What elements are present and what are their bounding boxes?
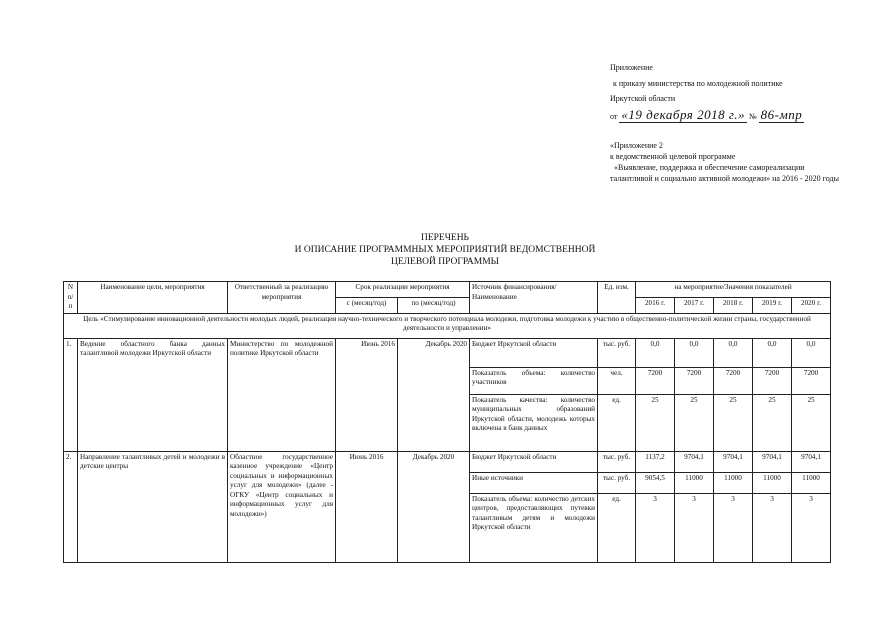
row-value: 7200 <box>636 367 675 394</box>
order-number-handwritten: 86-мпр <box>760 107 803 122</box>
row-value: 3 <box>675 493 714 562</box>
row-from: Июнь 2016 <box>336 338 398 451</box>
appendix2-line: «Приложение 2 <box>610 141 663 150</box>
row-num: 2. <box>64 451 78 562</box>
row-value: 9704,1 <box>714 451 753 472</box>
row-responsible: Областное государственное казенное учреждение «Центр социальных и информационных услуг для молодежи» (далее - ОГКУ «Центр социальных и информационных услуг для молодежи») <box>228 451 336 562</box>
row-value: 7200 <box>792 367 831 394</box>
row-source: Показатель объема: количество участников <box>470 367 598 394</box>
header-name: Наименование цели, мероприятия <box>78 282 228 314</box>
header-unit: Ед. изм. <box>598 282 636 314</box>
appendix-block <box>610 62 850 122</box>
row-value: 3 <box>714 493 753 562</box>
row-unit: тыс. руб. <box>598 338 636 367</box>
header-source: Источник финансирования/Наименование <box>470 282 598 314</box>
table-row <box>64 338 831 367</box>
row-value: 7200 <box>714 367 753 394</box>
row-to: Декабрь 2020 <box>398 338 470 451</box>
header-num: N п/п <box>64 282 78 314</box>
program-table <box>63 281 831 563</box>
table-row <box>64 451 831 472</box>
row-value: 0,0 <box>753 338 792 367</box>
row-value: 9704,1 <box>675 451 714 472</box>
row-value: 25 <box>753 394 792 451</box>
row-unit: тыс. руб. <box>598 472 636 493</box>
header-values: на мероприятие/Значения показателей <box>636 282 831 298</box>
row-source: Иные источники <box>470 472 598 493</box>
appendix2-block <box>610 140 850 184</box>
appendix-line: Приложение <box>610 63 653 72</box>
row-value: 11000 <box>792 472 831 493</box>
row-value: 0,0 <box>792 338 831 367</box>
row-value: 7200 <box>675 367 714 394</box>
appendix2-line: «Выявление, поддержка и обеспечение самореализации <box>614 163 805 172</box>
document-title <box>250 232 640 268</box>
header-year: 2019 г. <box>753 297 792 313</box>
row-from: Июнь 2016 <box>336 451 398 562</box>
row-name: Направление талантливых детей и молодежи в детские центры <box>78 451 228 562</box>
appendix2-line: к ведомственной целевой программе <box>610 152 736 161</box>
goal-cell: Цель «Стимулирование инновационной деятельности молодых людей, реализация научно-технического и творческого потенциала молодежи, подготовка молодежи к участию в общественно-политической жизни страны, государственной деятельности и управлении» <box>64 313 831 338</box>
row-source: Показатель объема: количество детских центров, предоставляющих путевки талантливым детям и молодежи Иркутской области <box>470 493 598 562</box>
row-unit: чел. <box>598 367 636 394</box>
order-date-handwritten: «19 декабря 2018 г.» <box>621 107 745 122</box>
title-line: ЦЕЛЕВОЙ ПРОГРАММЫ <box>391 257 499 267</box>
row-name: Ведение областного банка данных талантливой молодежи Иркутской области <box>78 338 228 451</box>
row-unit: тыс. руб. <box>598 451 636 472</box>
row-value: 25 <box>792 394 831 451</box>
row-value: 25 <box>636 394 675 451</box>
row-value: 25 <box>714 394 753 451</box>
title-line: ПЕРЕЧЕНЬ <box>420 233 470 243</box>
row-value: 3 <box>753 493 792 562</box>
row-unit: ед. <box>598 394 636 451</box>
row-value: 11000 <box>753 472 792 493</box>
header-year: 2017 г. <box>675 297 714 313</box>
title-line: И ОПИСАНИЕ ПРОГРАММНЫХ МЕРОПРИЯТИЙ ВЕДОМСТВЕННОЙ <box>294 245 596 255</box>
order-line <box>610 109 850 122</box>
row-value: 7200 <box>753 367 792 394</box>
row-value: 25 <box>675 394 714 451</box>
row-value: 11000 <box>714 472 753 493</box>
header-period: Срок реализации мероприятия <box>336 282 470 298</box>
row-value: 3 <box>636 493 675 562</box>
row-value: 0,0 <box>714 338 753 367</box>
appendix-line: к приказу министерства по молодежной политике <box>613 79 783 88</box>
row-value: 3 <box>792 493 831 562</box>
row-to: Декабрь 2020 <box>398 451 470 562</box>
header-row <box>64 282 831 298</box>
header-responsible: Ответственный за реализацию мероприятия <box>228 282 336 314</box>
header-from: с (месяц/год) <box>336 297 398 313</box>
row-source: Бюджет Иркутской области <box>470 338 598 367</box>
row-value: 9054,5 <box>636 472 675 493</box>
order-from-label: от <box>610 112 618 121</box>
row-value: 0,0 <box>636 338 675 367</box>
row-value: 11000 <box>675 472 714 493</box>
goal-row <box>64 313 831 338</box>
appendix2-line: талантливой и социально активной молодежи» на 2016 - 2020 годы <box>610 174 839 183</box>
order-num-sign: № <box>748 112 757 121</box>
row-value: 9704,1 <box>753 451 792 472</box>
header-year: 2018 г. <box>714 297 753 313</box>
row-source: Показатель качества: количество муниципальных образований Иркутской области, молодежь которых включена в банк данных <box>470 394 598 451</box>
header-year: 2020 г. <box>792 297 831 313</box>
row-value: 0,0 <box>675 338 714 367</box>
row-responsible: Министерство по молодежной политике Иркутской области <box>228 338 336 451</box>
row-unit: ед. <box>598 493 636 562</box>
row-source: Бюджет Иркутской области <box>470 451 598 472</box>
header-to: по (месяц/год) <box>398 297 470 313</box>
row-value: 1137,2 <box>636 451 675 472</box>
row-value: 9704,1 <box>792 451 831 472</box>
row-num: 1. <box>64 338 78 451</box>
header-year: 2016 г. <box>636 297 675 313</box>
appendix-line: Иркутской области <box>610 94 676 103</box>
